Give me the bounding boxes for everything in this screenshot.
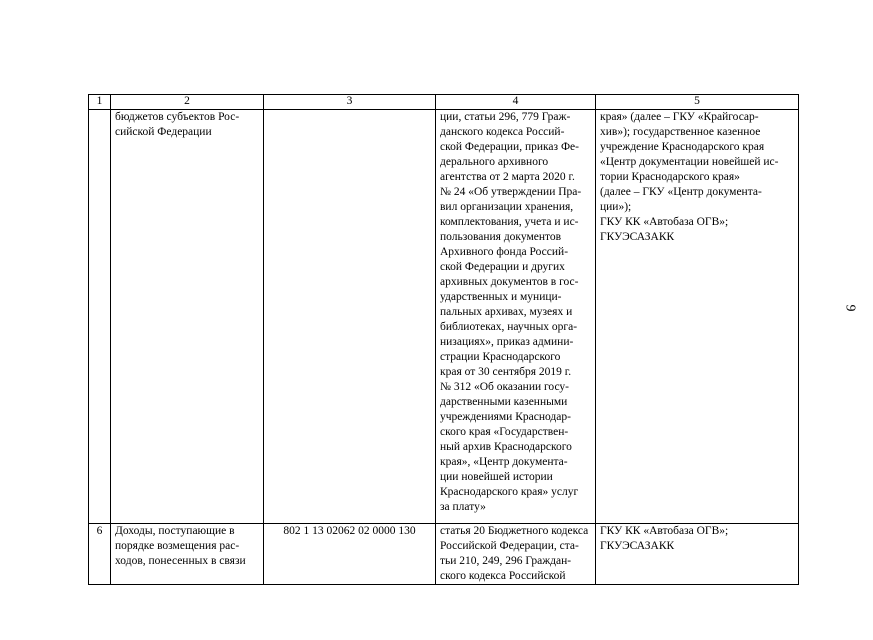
- row-number: [89, 110, 111, 524]
- legal-basis: ции, статьи 296, 779 Граж- данского кодекса Россий- ской Федерации, приказ Фе- дерального архивного агентства от 2 марта 2020 г. № 24 «Об утверждении Пра- вил организации хранения, комплектования, учета и ис- пользования документов Архивного фонда Россий- ской Федерации и других архивных документов в гос- ударственных и муници- пальных архивах, музеях и библиотеках, научных орга- низациях», приказ админи- страции Краснодарского края от 30 сентября 2019 г. № 312 «Об оказании госу- дарственными казенными учреждениями Краснодар- ского края «Государствен- ный архив Краснодарского края», «Центр документа- ции новейшей истории Краснодарского края» услуг за плату»: [436, 110, 596, 524]
- header-col-5: 5: [596, 95, 799, 110]
- legal-basis: статья 20 Бюджетного кодекса Российской Федерации, ста- тьи 210, 249, 296 Граждан- ского кодекса Российской: [436, 524, 596, 585]
- row-number: 6: [89, 524, 111, 585]
- header-col-1: 1: [89, 95, 111, 110]
- revenue-name: бюджетов субъектов Рос- сийской Федерации: [111, 110, 264, 524]
- page-number: 9: [842, 304, 858, 312]
- table-row: [89, 524, 799, 585]
- budget-code: [264, 110, 436, 524]
- table-header-row: [89, 95, 799, 110]
- revenue-name: Доходы, поступающие в порядке возмещения рас- ходов, понесенных в связи: [111, 524, 264, 585]
- revenue-table: [88, 94, 799, 585]
- budget-code: 802 1 13 02062 02 0000 130: [264, 524, 436, 585]
- recipients: края» (далее – ГКУ «Крайгосар- хив»); государственное казенное учреждение Краснодарского края «Центр документации новейшей ис- тории Краснодарского края» (далее – ГКУ «Центр документа- ции»); ГКУ КК «Автобаза ОГВ»; ГКУЭСАЗАКК: [596, 110, 799, 524]
- recipients: ГКУ КК «Автобаза ОГВ»; ГКУЭСАЗАКК: [596, 524, 799, 585]
- header-col-2: 2: [111, 95, 264, 110]
- header-col-4: 4: [436, 95, 596, 110]
- table-row: [89, 110, 799, 524]
- header-col-3: 3: [264, 95, 436, 110]
